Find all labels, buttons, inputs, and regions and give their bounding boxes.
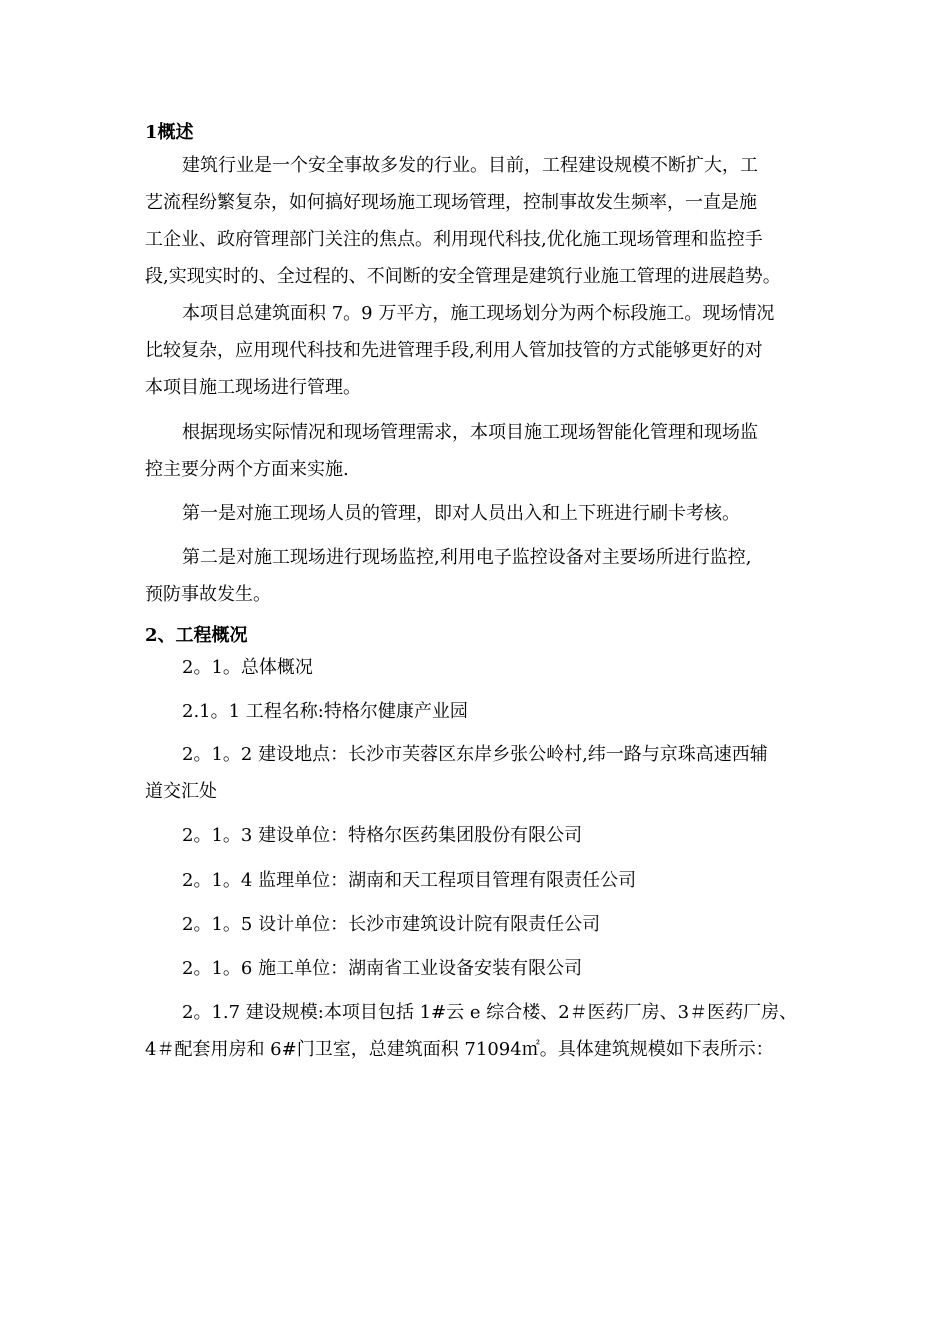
construction-scale-item-line-2: 4＃配套用房和 6#门卫室，总建筑面积 71094㎡。具体建筑规模如下表所示： xyxy=(145,1039,774,1060)
section-1-heading: 1概述 xyxy=(145,122,194,143)
section-1-para-5-line-1: 第二是对施工现场进行现场监控,利用电子监控设备对主要场所进行监控, xyxy=(182,547,752,568)
contractor-unit-item: 2。1。6 施工单位：湖南省工业设备安装有限公司 xyxy=(182,958,583,979)
construction-scale-item-line-1: 2。1.7 建设规模:本项目包括 1#云 e 综合楼、2＃医药厂房、3＃医药厂房、 xyxy=(182,1002,798,1023)
section-2-sub-heading: 2。1。总体概况 xyxy=(182,657,313,678)
section-1-para-1-line-2: 艺流程纷繁复杂，如何搞好现场施工现场管理，控制事故发生频率，一直是施 xyxy=(145,192,757,213)
project-location-item-line-1: 2。1。2 建设地点：长沙市芙蓉区东岸乡张公岭村,纬一路与京珠高速西辅 xyxy=(182,744,768,765)
section-1-para-1-line-3: 工企业、政府管理部门关注的焦点。利用现代科技,优化施工现场管理和监控手 xyxy=(145,229,763,250)
supervision-unit-item: 2。1。4 监理单位：湖南和天工程项目管理有限责任公司 xyxy=(182,870,637,891)
section-1-para-5-line-2: 预防事故发生。 xyxy=(145,584,271,605)
section-1-para-2-line-2: 比较复杂，应用现代科技和先进管理手段,利用人管加技管的方式能够更好的对 xyxy=(145,340,763,361)
section-1-para-2-line-1: 本项目总建筑面积 7。9 万平方，施工现场划分为两个标段施工。现场情况 xyxy=(182,303,775,324)
design-unit-item: 2。1。5 设计单位：长沙市建筑设计院有限责任公司 xyxy=(182,914,601,935)
section-1-para-2-line-3: 本项目施工现场进行管理。 xyxy=(145,377,361,398)
project-name-item: 2.1。1 工程名称:特格尔健康产业园 xyxy=(182,701,468,722)
project-location-item-line-2: 道交汇处 xyxy=(145,781,217,802)
section-2-heading: 2、工程概况 xyxy=(145,625,248,646)
section-1-para-1-line-1: 建筑行业是一个安全事故多发的行业。目前，工程建设规模不断扩大，工 xyxy=(182,155,758,176)
section-1-para-3-line-1: 根据现场实际情况和现场管理需求，本项目施工现场智能化管理和现场监 xyxy=(182,422,758,443)
section-1-para-4-line-1: 第一是对施工现场人员的管理，即对人员出入和上下班进行刷卡考核。 xyxy=(182,503,740,524)
construction-unit-item: 2。1。3 建设单位：特格尔医药集团股份有限公司 xyxy=(182,825,583,846)
section-1-para-3-line-2: 控主要分两个方面来实施. xyxy=(145,459,349,480)
section-1-para-1-line-4: 段,实现实时的、全过程的、不间断的安全管理是建筑行业施工管理的进展趋势。 xyxy=(145,266,781,287)
